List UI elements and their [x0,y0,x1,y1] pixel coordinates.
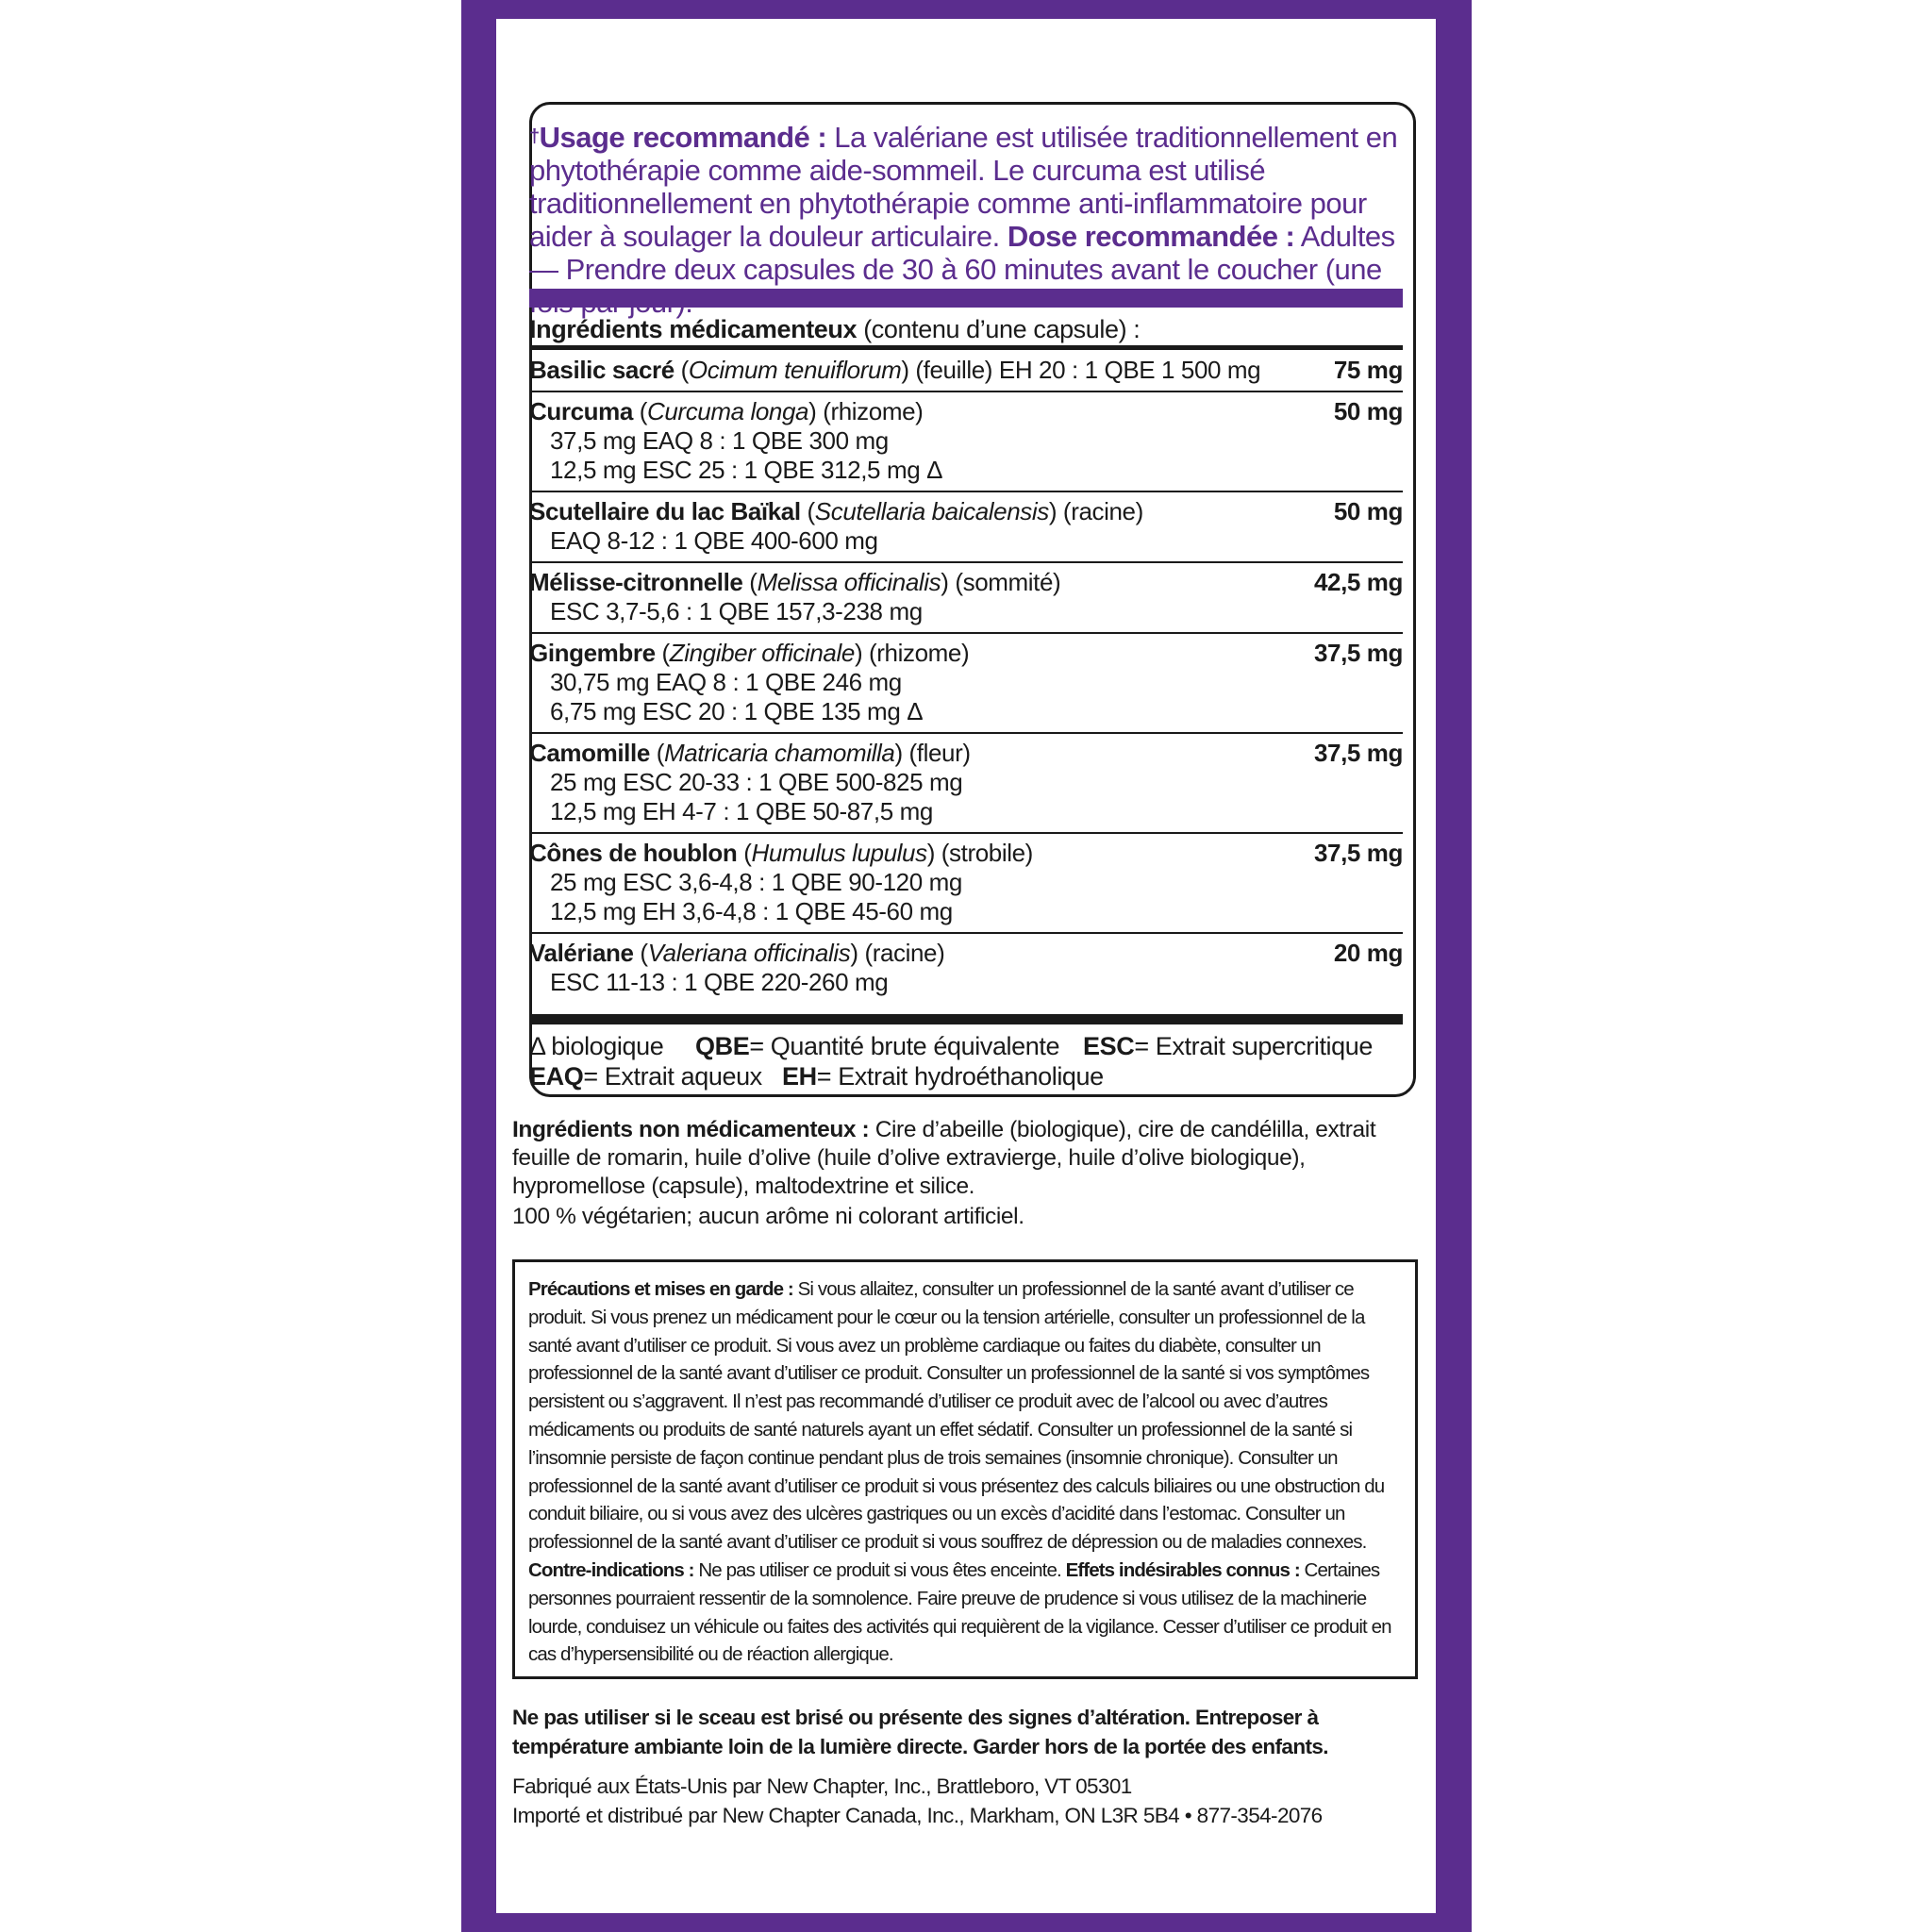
ingredient-extract-detail: 12,5 mg EH 3,6-4,8 : 1 QBE 45-60 mg [550,897,953,925]
nonmedicinal-section [512,1116,1418,1231]
ingredient-row [529,563,1403,634]
ingredient-part: (feuille) EH 20 : 1 QBE 1 500 mg [908,356,1261,384]
ingredient-row [529,934,1403,1003]
ingredient-extract-detail: 37,5 mg EAQ 8 : 1 QBE 300 mg [550,426,889,455]
ingredient-name: Basilic sacré [529,356,675,384]
ingredient-amount: 20 mg [1333,939,1403,967]
ingredient-row [529,351,1403,392]
adverse-effects-text: Certaines personnes pourraient ressentir de la somnolence. Faire preuve de prudence si vous utilisez de la machinerie lourde, conduisez un véhicule ou faites des activités qui requièrent de la vigilance. Cesser d’utiliser ce produit en cas d’hypersensibilité ou de réaction allergique. [528,1558,1391,1666]
cautions-text: Si vous allaitez, consulter un professionnel de la santé avant d’utiliser ce produit. Si vous prenez un médicament pour le cœur ou la tension artérielle, consulter un professionnel de la santé avant d’utiliser ce produit. Si vous avez un problème cardiaque ou faites du diabète, consulter un professionnel de la santé avant d’utiliser ce produit. Consulter un professionnel de la santé si vos symptômes persistent ou s’aggravent. Il n’est pas recommandé d’utiliser ce produit avec de l’alcool ou avec d’autres médicaments ou produits de santé naturels ayant un effet sédatif. Consulter un professionnel de la santé si l’insomnie persiste de façon continue pendant plus de trois semaines (insomnie chronique). Consulter un professionnel de la santé avant d’utiliser ce produit si vous présentez des calculs biliaires ou une obstruction du conduit biliaire, ou si vous avez des ulcères gastriques ou un excès d’acidité dans l’estomac. Consulter un professionnel de la santé avant d’utiliser ce produit si vous souffrez de dépression ou de maladies connexes. [528,1278,1385,1554]
ingredient-extract-detail: EAQ 8-12 : 1 QBE 400-600 mg [550,526,878,555]
dose-label: Dose recommandée : [1007,220,1295,253]
medicinal-heading-bold: Ingrédients médicamenteux [529,315,858,343]
ingredient-amount: 75 mg [1333,356,1403,384]
ingredient-part: (fleur) [902,739,971,767]
ingredient-extract-detail: 25 mg ESC 3,6-4,8 : 1 QBE 90-120 mg [550,868,962,896]
ingredient-extract-detail: 12,5 mg ESC 25 : 1 QBE 312,5 mg Δ [550,456,943,484]
ingredient-name-line: Basilic sacré (Ocimum tenuiflorum) (feuille) EH 20 : 1 QBE 1 500 mg [529,356,1261,384]
legend-qbe: QBE= Quantité brute équivalente [695,1032,1060,1060]
adverse-effects-label: Effets indésirables connus : [1065,1558,1300,1581]
medicinal-heading-rest: (contenu d’une capsule) : [857,315,1141,343]
ingredient-latin: Valeriana officinalis [647,939,851,967]
manufacturer-info [512,1772,1418,1830]
ingredient-latin: Humulus lupulus [751,839,927,867]
dagger-mark: † [529,126,540,147]
nonmedicinal-text: Cire d’abeille (biologique), cire de candélilla, extrait feuille de romarin, huile d’olive (huile d’olive extravierge, huile d’olive biologique), hypromellose (capsule), maltodextrine et silice. [512,1117,1376,1199]
ingredient-part: (sommité) [948,568,1061,596]
ingredient-row [529,492,1403,563]
heading-rule [529,345,1403,350]
ingredient-part: (rhizome) [862,639,970,667]
ingredient-amount: 37,5 mg [1313,639,1403,667]
importer-line: Importé et distribué par New Chapter Canada, Inc., Markham, ON L3R 5B4 • 877-354-2076 [512,1804,1323,1827]
vegetarian-note: 100 % végétarien; aucun arôme ni colorant artificiel. [512,1204,1024,1229]
ingredient-row [529,734,1403,834]
ingredient-name: Camomille [529,739,650,767]
ingredient-amount: 50 mg [1333,497,1403,525]
cautions-box [512,1259,1418,1679]
ingredient-extract-detail: ESC 3,7-5,6 : 1 QBE 157,3-238 mg [550,597,923,625]
ingredient-extract-detail: 25 mg ESC 20-33 : 1 QBE 500-825 mg [550,768,963,796]
ingredient-latin: Matricaria chamomilla [663,739,895,767]
nonmedicinal-label: Ingrédients non médicamenteux : [512,1117,870,1142]
purple-divider [529,289,1403,308]
ingredient-name-line: Curcuma (Curcuma longa) (rhizome) [529,397,924,425]
usage-text: La valériane est utilisée traditionnellement en phytothérapie comme aide-sommeil. Le curcuma est utilisé traditionnellement en phytothérapie comme anti-inflammatoire pour aider à soulager la douleur articulaire. [529,121,1398,253]
legend-eaq: EAQ= Extrait aqueux [529,1062,762,1091]
ingredient-amount: 37,5 mg [1313,839,1403,867]
ingredient-name-line: Valériane (Valeriana officinalis) (racine) [529,939,945,967]
ingredient-name: Valériane [529,939,634,967]
ingredient-row [529,392,1403,492]
ingredient-name: Scutellaire du lac Baïkal [529,497,801,525]
ingredient-name: Mélisse-citronnelle [529,568,743,596]
ingredient-latin: Melissa officinalis [757,568,941,596]
ingredient-name-line: Cônes de houblon (Humulus lupulus) (strobile) [529,839,1033,867]
contraindications-text: Ne pas utiliser ce produit si vous êtes enceinte. [693,1558,1066,1581]
ingredient-name-line: Scutellaire du lac Baïkal (Scutellaria baicalensis) (racine) [529,497,1143,525]
ingredient-part: (racine) [858,939,945,967]
ingredient-extract-detail: ESC 11-13 : 1 QBE 220-260 mg [550,968,889,996]
ingredient-amount: 37,5 mg [1313,739,1403,767]
ingredient-amount: 50 mg [1333,397,1403,425]
ingredient-extract-detail: 6,75 mg ESC 20 : 1 QBE 135 mg Δ [550,697,924,725]
ingredient-part: (strobile) [934,839,1033,867]
contraindications-label: Contre-indications : [528,1558,694,1581]
ingredient-latin: Zingiber officinale [669,639,855,667]
ingredient-extract-detail: 12,5 mg EH 4-7 : 1 QBE 50-87,5 mg [550,797,933,825]
medicinal-heading [529,313,1403,345]
ingredient-name-line: Camomille (Matricaria chamomilla) (fleur) [529,739,971,767]
ingredient-amount: 42,5 mg [1313,568,1403,596]
abbreviation-legend [529,1031,1403,1091]
cautions-label: Précautions et mises en garde : [528,1278,793,1300]
ingredient-latin: Curcuma longa [647,397,809,425]
ingredient-name: Cônes de houblon [529,839,738,867]
table-bottom-rule [529,1014,1403,1024]
ingredient-part: (rhizome) [816,397,924,425]
storage-warning: Ne pas utiliser si le sceau est brisé ou présente des signes d’altération. Entreposer à température ambiante loin de la lumière directe. Garder hors de la portée des enfants. [512,1706,1328,1758]
ingredient-name-line: Gingembre (Zingiber officinale) (rhizome) [529,639,970,667]
ingredient-name: Curcuma [529,397,633,425]
ingredient-latin: Scutellaria baicalensis [814,497,1049,525]
manufacturer-line: Fabriqué aux États-Unis par New Chapter, Inc., Brattleboro, VT 05301 [512,1774,1132,1798]
ingredient-name: Gingembre [529,639,656,667]
dose-text: Adultes — Prendre deux capsules de 30 à 60 minutes avant le coucher (une [529,220,1395,286]
ingredient-part: (racine) [1057,497,1143,525]
ingredient-extract-detail: 30,75 mg EAQ 8 : 1 QBE 246 mg [550,668,902,696]
ingredient-latin: Ocimum tenuiflorum [688,356,902,384]
ingredient-name-line: Mélisse-citronnelle (Melissa officinalis) (sommité) [529,568,1061,596]
ingredient-row [529,634,1403,734]
usage-label: Usage recommandé : [539,121,827,154]
legend-esc: ESC= Extrait supercritique [1083,1032,1373,1060]
ingredients-table [529,351,1403,1003]
ingredient-row [529,834,1403,934]
legend-organic: Δ biologique [529,1032,664,1060]
legend-eh: EH= Extrait hydroéthanolique [782,1062,1104,1091]
